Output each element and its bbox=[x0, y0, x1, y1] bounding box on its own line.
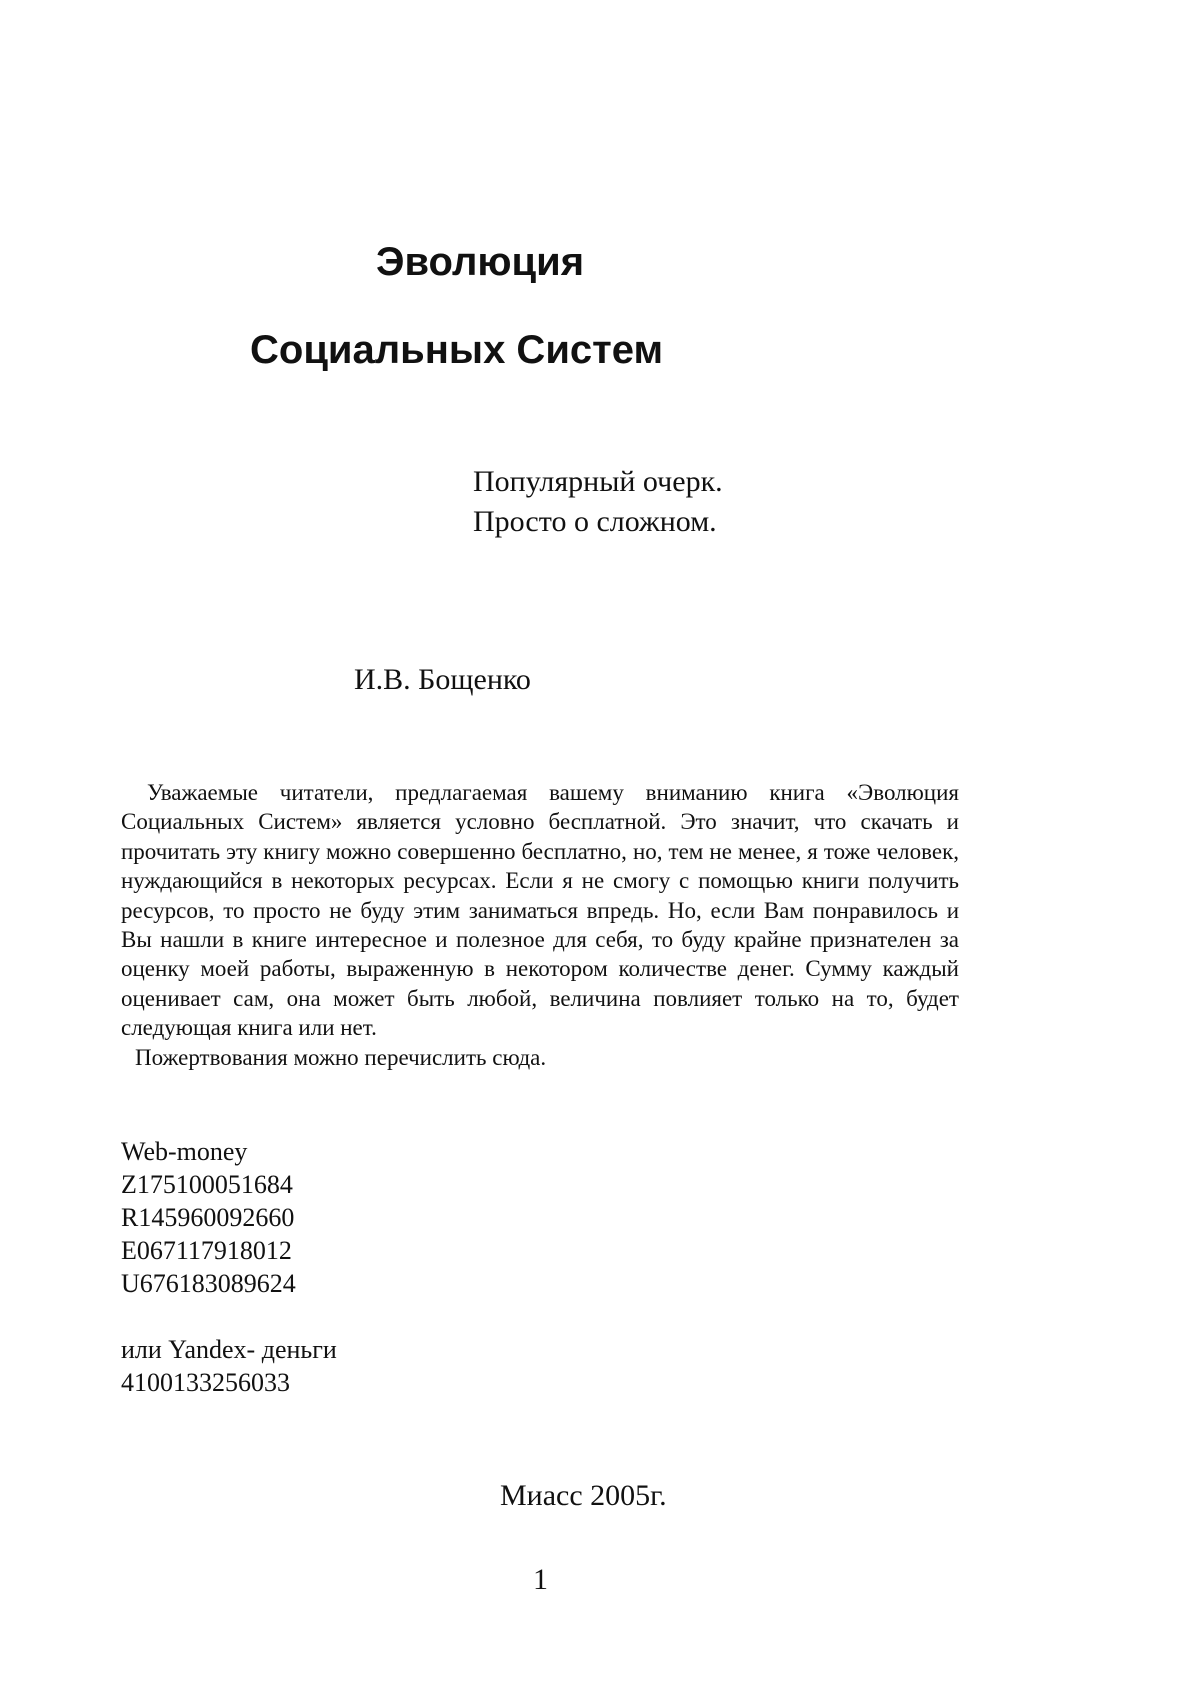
notice-paragraph: Уважаемые читатели, предлагаемая вашему вниманию книга «Эволюция Социальных Систем» является условно бесплатной. Это значит, что скачать и прочитать эту книгу можно совершенно бесплатно, но, тем не менее, я тоже человек, нуждающийся в некоторых ресурсах. Если я не смогу с помощью книги получить ресурсов, то просто не буду этим заниматься впредь. Но, если Вам понравилось и Вы нашли в книге интересное и полезное для себя, то буду крайне признателен за оценку моей работы, выраженную в некотором количестве денег. Сумму каждый оценивает сам, она может быть любой, величина повлияет только на то, будет следующая книга или нет. bbox=[121, 780, 959, 1041]
subtitle-line-1: Популярный очерк. bbox=[473, 465, 723, 498]
yandex-wallet: 4100133256033 bbox=[121, 1368, 290, 1397]
webmoney-wallet-u: U676183089624 bbox=[121, 1269, 296, 1298]
webmoney-label: Web-money bbox=[121, 1137, 248, 1166]
page-number: 1 bbox=[533, 1563, 548, 1596]
webmoney-block bbox=[121, 1135, 296, 1300]
yandex-block bbox=[121, 1333, 337, 1399]
webmoney-wallet-r: R145960092660 bbox=[121, 1203, 295, 1232]
yandex-label: или Yandex- деньги bbox=[121, 1335, 337, 1364]
webmoney-wallet-z: Z175100051684 bbox=[121, 1170, 293, 1199]
book-title-line-1: Эволюция bbox=[376, 240, 585, 284]
place-and-year: Миасс 2005г. bbox=[500, 1479, 667, 1512]
book-title-line-2: Социальных Систем bbox=[250, 328, 664, 372]
webmoney-wallet-e: E067117918012 bbox=[121, 1236, 292, 1265]
author-name: И.В. Бощенко bbox=[354, 663, 531, 696]
subtitle-line-2: Просто о сложном. bbox=[473, 505, 717, 538]
subtitle bbox=[473, 462, 723, 542]
donation-line: Пожертвования можно перечислить сюда. bbox=[135, 1044, 547, 1070]
notice-text bbox=[121, 778, 959, 1072]
